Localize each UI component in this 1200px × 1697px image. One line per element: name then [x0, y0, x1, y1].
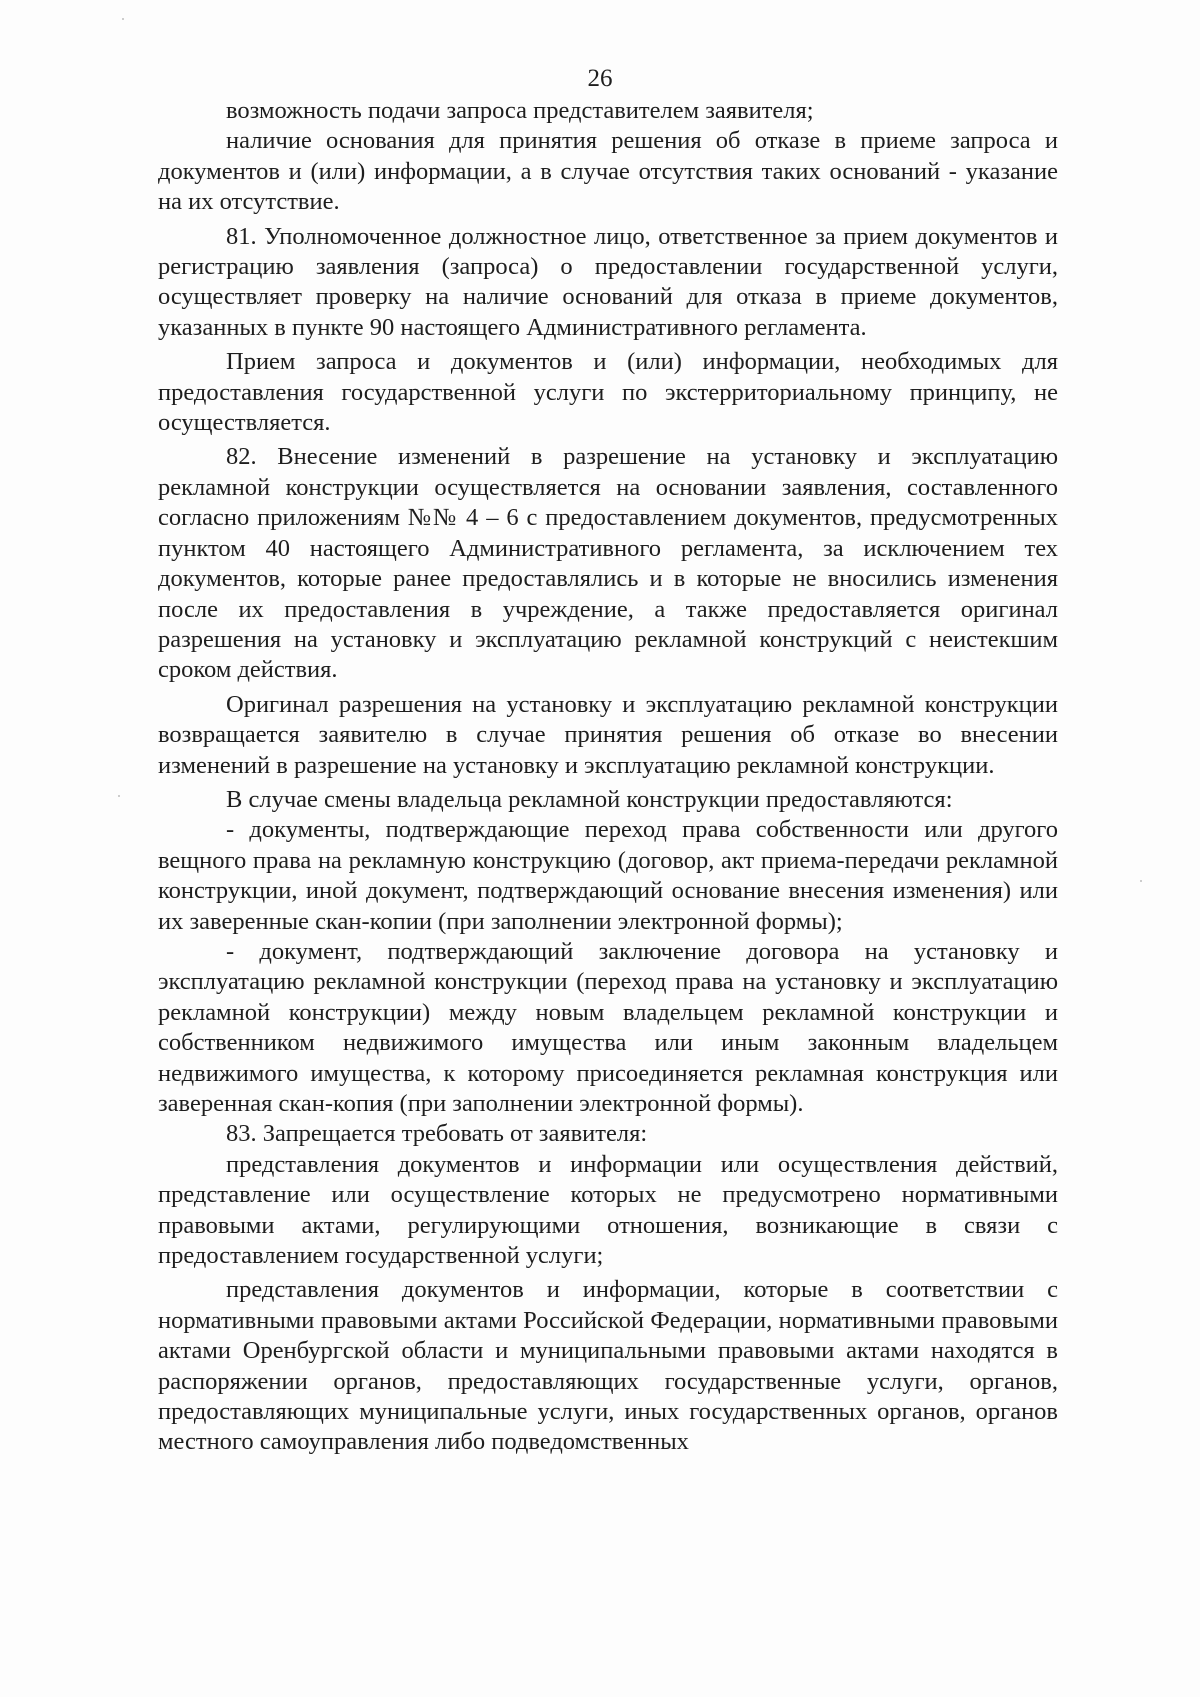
paragraph-applicant-representative: возможность подачи запроса представителем заявителя; — [226, 97, 814, 124]
list-item-contract-document: - документ, подтверждающий заключение договора на установку и эксплуатацию рекламной конструкции (переход права на установку и эксплуатацию рекламной конструкции) между новым владельцем рекламной конструкции и собственником недвижимого имущества или иным законным владельцем недвижимого имущества, к которому присоединяется рекламная конструкция или заверенная скан-копия (при заполнении электронной формы). — [158, 937, 1058, 1117]
paragraph-83: 83. Запрещается требовать от заявителя: — [226, 1120, 648, 1148]
paragraph-original-permit: Оригинал разрешения на установку и эксплуатацию рекламной конструкции возвращается заявителю в случае принятия решения об отказе во внесении изменений в разрешение на установку и эксплуатацию рекламной конструкции. — [158, 690, 1058, 779]
scan-speck — [118, 795, 120, 797]
page-number: 26 — [587, 65, 613, 92]
document-body — [158, 96, 1058, 1458]
paragraph-owner-change: В случае смены владельца рекламной конструкции предоставляются: — [226, 785, 953, 813]
paragraph-82: 82. Внесение изменений в разрешение на установку и эксплуатацию рекламной конструкции осуществляется на основании заявления, составленного согласно приложениям №№ 4 – 6 с предоставлением документов, предусмотренных пунктом 40 настоящего Административного регламента, за исключением тех документов, которые ранее предоставлялись и в которые не вносились изменения после их предоставления в учреждение, а также предоставляется оригинал разрешения на установку и эксплуатацию рекламной конструкций с неистекшим сроком действия. — [158, 443, 1058, 684]
scan-speck — [122, 18, 124, 20]
paragraph-prohibited-requests: представления документов и информации или осуществления действий, представление или осуществление которых не предусмотрено нормативными правовыми актами, регулирующими отношения, возникающие в связи с предоставлением государственной услуги; — [158, 1150, 1058, 1270]
paragraph-extraterritorial: Прием запроса и документов и (или) информации, необходимых для предоставления государственной услуги по экстерриториальному принципу, не осуществляется. — [158, 348, 1058, 437]
paragraph-refusal-grounds: наличие основания для принятия решения об отказе в приеме запроса и документов и (или) информации, а в случае отсутствия таких оснований - указание на их отсутствие. — [158, 127, 1058, 216]
scan-speck — [1140, 880, 1142, 882]
paragraph-documents-in-authorities: представления документов и информации, которые в соответствии с нормативными правовыми актами Российской Федерации, нормативными правовыми актами Оренбургской области и муниципальными правовыми актами находятся в распоряжении органов, предоставляющих государственные услуги, органов, предоставляющих муниципальные услуги, иных государственных органов, органов местного самоуправления либо подведомственных — [158, 1276, 1058, 1456]
paragraph-81: 81. Уполномоченное должностное лицо, ответственное за прием документов и регистрацию заявления (запроса) о предоставлении государственной услуги, осуществляет проверку на наличие оснований для отказа в приеме документов, указанных в пункте 90 настоящего Административного регламента. — [158, 222, 1058, 341]
list-item-ownership-documents: - документы, подтверждающие переход права собственности или другого вещного права на рекламную конструкцию (договор, акт приема-передачи рекламной конструкции, иной документ, подтверждающий основание внесения изменения) или их заверенные скан-копии (при заполнении электронной формы); — [158, 816, 1058, 935]
